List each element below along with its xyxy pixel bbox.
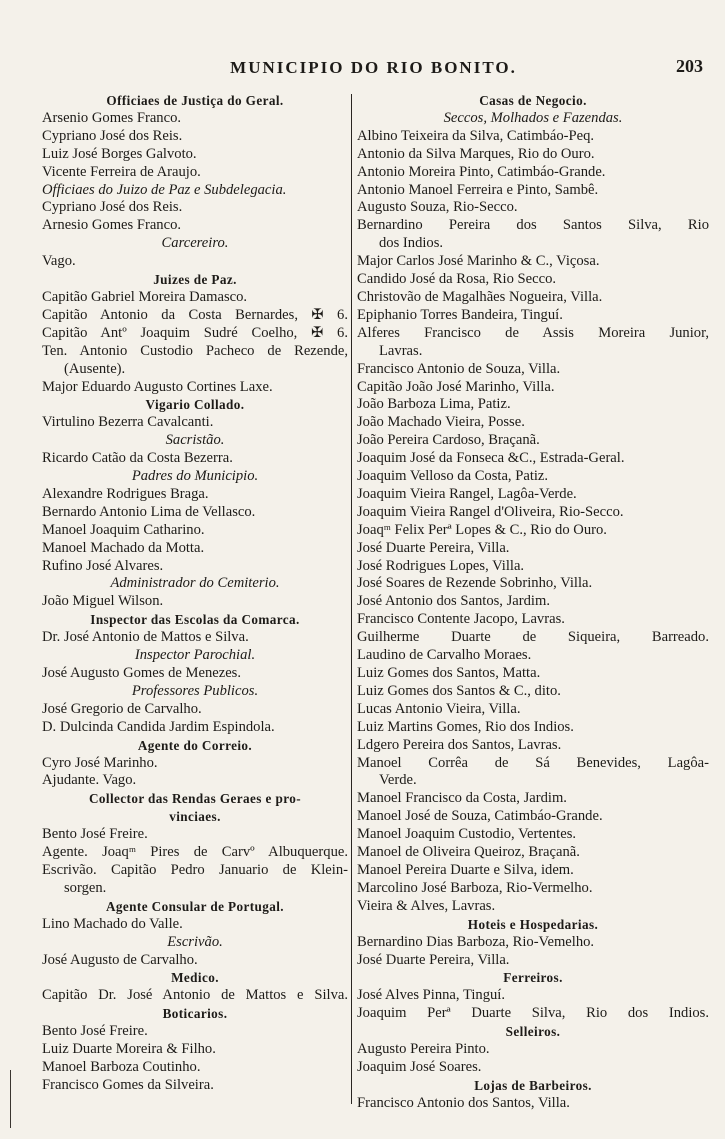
right-section-heading: Ferreiros.	[503, 970, 563, 986]
right-entry: Augusto Souza, Rio-Secco.	[357, 199, 518, 216]
left-section-heading: Officiaes de Justiça do Geral.	[106, 93, 284, 108]
left-subheading: Administrador do Cemiterio.	[110, 575, 280, 592]
left-entry: José Augusto Gomes de Menezes.	[42, 665, 242, 681]
left-entry: Luiz José Borges Galvoto.	[42, 145, 197, 162]
right-section-heading: Lojas de Barbeiros.	[474, 1077, 592, 1093]
left-entry: Dr. José Antonio de Mattos e Silva.	[42, 629, 249, 646]
right-subheading: Seccos, Molhados e Fazendas.	[443, 109, 623, 126]
right-entry: Joaqᵐ Felix Perª Lopes & C., Rio do Ouro.	[357, 521, 607, 538]
left-entry: José Gregorio de Carvalho.	[42, 700, 202, 717]
right-entry: Antonio da Silva Marques, Rio do Ouro.	[357, 145, 595, 162]
left-entry-continuation: (Ausente).	[64, 360, 126, 377]
left-entry: Cyro José Marinho.	[42, 754, 158, 771]
left-entry: Ten. Antonio Custodio Pacheco de Rezende,	[42, 342, 348, 359]
right-entry-continuation: Verde.	[379, 772, 417, 789]
left-section-heading: Vigario Collado.	[145, 397, 245, 413]
left-entry: Virtulino Bezerra Cavalcanti.	[42, 414, 214, 431]
right-entry: Manoel Corrêa de Sá Benevides, Lagôa-	[357, 754, 709, 771]
left-entry: Escrivão. Capitão Pedro Januario de Klein-	[42, 861, 348, 878]
right-entry: José Rodrigues Lopes, Villa.	[357, 557, 525, 574]
right-entry: José Antonio dos Santos, Jardim.	[357, 593, 550, 610]
left-entry: Ricardo Catão da Costa Bezerra.	[42, 450, 233, 467]
right-entry-continuation: dos Indios.	[379, 235, 444, 252]
right-entry: Lucas Antonio Vieira, Villa.	[357, 700, 521, 717]
left-entry: Manoel Machado da Motta.	[42, 539, 205, 556]
column-divider	[351, 94, 352, 1104]
left-entry: Arnesio Gomes Franco.	[42, 217, 182, 234]
left-subheading: Padres do Municipio.	[131, 468, 259, 485]
left-section-heading: Juizes de Paz.	[153, 272, 237, 288]
right-entry: Vieira & Alves, Lavras.	[357, 897, 496, 914]
left-entry: Bento José Freire.	[42, 826, 148, 843]
right-entry: Antonio Moreira Pinto, Catimbáo-Grande.	[357, 163, 606, 180]
left-italic-heading: Officiaes do Juizo de Paz e Subdelegacia.	[42, 181, 287, 198]
left-entry: Bernardo Antonio Lima de Vellasco.	[42, 503, 256, 520]
right-entry: Francisco Antonio dos Santos, Villa.	[357, 1094, 570, 1111]
left-entry: Arsenio Gomes Franco.	[42, 109, 182, 126]
left-entry: D. Dulcinda Candida Jardim Espindola.	[42, 718, 275, 735]
left-entry: Capitão Antº Joaquim Sudré Coelho, ✠ 6.	[42, 324, 348, 341]
right-entry: Joaquim José Soares.	[357, 1058, 482, 1075]
right-entry: José Duarte Pereira, Villa.	[357, 539, 510, 556]
left-section-heading: Agente Consular de Portugal.	[106, 898, 284, 914]
left-entry: Manoel Barboza Coutinho.	[42, 1058, 201, 1075]
right-entry: José Soares de Rezende Sobrinho, Villa.	[357, 575, 593, 592]
left-section-heading: vinciaes.	[169, 809, 221, 825]
left-entry: Ajudante. Vago.	[42, 772, 137, 789]
left-subheading: Sacristão.	[165, 432, 225, 449]
left-section-heading: Agente do Correio.	[137, 737, 253, 753]
right-entry: Joaquim Vieira Rangel, Lagôa-Verde.	[357, 485, 577, 502]
right-entry: Epiphanio Torres Bandeira, Tinguí.	[357, 306, 563, 323]
right-entry: Alferes Francisco de Assis Moreira Junior,	[357, 324, 709, 341]
right-entry: Luiz Martins Gomes, Rio dos Indios.	[357, 718, 574, 735]
left-entry: Capitão Dr. José Antonio de Mattos e Silva.	[42, 987, 348, 1004]
right-entry: Manoel José de Souza, Catimbáo-Grande.	[357, 808, 603, 825]
left-entry: José Augusto de Carvalho.	[42, 951, 198, 968]
left-entry: Capitão Gabriel Moreira Damasco.	[42, 288, 248, 305]
left-entry: Agente. Joaqᵐ Pires de Carvº Albuquerque.	[42, 844, 348, 861]
right-entry: Francisco Contente Jacopo, Lavras.	[357, 611, 565, 628]
left-entry-continuation: sorgen.	[64, 879, 107, 896]
right-entry: João Machado Vieira, Posse.	[357, 414, 525, 431]
right-entry: Guilherme Duarte de Siqueira, Barreado.	[357, 629, 709, 646]
right-entry: Francisco Antonio de Souza, Villa.	[357, 360, 561, 377]
left-section-heading: Inspector das Escolas da Comarca.	[90, 612, 300, 628]
right-entry: Joaquim Perª Duarte Silva, Rio dos Indios.	[357, 1005, 709, 1022]
right-entry: Bernardino Pereira dos Santos Silva, Rio	[357, 217, 709, 234]
right-entry: Albino Teixeira da Silva, Catimbáo-Peq.	[357, 127, 595, 144]
right-entry: Manoel Pereira Duarte e Silva, idem.	[357, 861, 574, 878]
right-entry: Luiz Gomes dos Santos & C., dito.	[357, 682, 561, 699]
right-entry: Joaquim Vieira Rangel d'Oliveira, Rio-Secco.	[357, 503, 624, 520]
left-entry: Cypriano José dos Reis.	[42, 127, 183, 144]
right-section-heading: Selleiros.	[505, 1024, 561, 1040]
right-entry: Marcolino José Barboza, Rio-Vermelho.	[357, 879, 593, 896]
page-title: MUNICIPIO DO RIO BONITO.	[230, 58, 517, 77]
right-entry: José Duarte Pereira, Villa.	[357, 951, 510, 968]
left-entry: Rufino José Alvares.	[42, 557, 164, 574]
page-header	[40, 58, 707, 88]
right-entry: Manoel Joaquim Custodio, Vertentes.	[357, 826, 577, 843]
margin-mark	[10, 1070, 11, 1128]
right-entry: Laudino de Carvalho Moraes.	[357, 647, 532, 664]
right-entry: José Alves Pinna, Tinguí.	[357, 987, 505, 1004]
left-section-heading: Collector das Rendas Geraes e pro-	[89, 791, 301, 807]
left-column	[42, 92, 348, 1095]
right-entry: João Barboza Lima, Patiz.	[357, 396, 511, 413]
left-subheading: Inspector Parochial.	[134, 647, 256, 664]
right-entry: Candido José da Rosa, Rio Secco.	[357, 271, 557, 288]
left-entry: Luiz Duarte Moreira & Filho.	[42, 1041, 216, 1058]
right-entry: Manoel Francisco da Costa, Jardim.	[357, 790, 567, 807]
right-entry: Augusto Pereira Pinto.	[357, 1041, 490, 1058]
left-section-heading: Medico.	[171, 970, 219, 986]
right-entry: Antonio Manoel Ferreira e Pinto, Sambê.	[357, 181, 599, 198]
page-number: 203	[676, 56, 703, 76]
right-entry: Major Carlos José Marinho & C., Viçosa.	[357, 253, 600, 270]
left-section-heading: Boticarios.	[162, 1006, 228, 1022]
left-entry: Vicente Ferreira de Araujo.	[42, 163, 201, 180]
right-column	[357, 92, 709, 1113]
right-entry: Joaquim Velloso da Costa, Patiz.	[357, 468, 549, 485]
left-subheading: Carcereiro.	[161, 235, 229, 252]
left-entry: Francisco Gomes da Silveira.	[42, 1076, 214, 1093]
left-entry: Manoel Joaquim Catharino.	[42, 521, 205, 538]
left-subheading: Escrivão.	[167, 933, 223, 950]
left-entry: Capitão Antonio da Costa Bernardes, ✠ 6.	[42, 306, 348, 323]
right-entry: Bernardino Dias Barboza, Rio-Vemelho.	[357, 933, 595, 950]
left-entry: Cypriano José dos Reis.	[42, 199, 183, 216]
right-entry: Ldgero Pereira dos Santos, Lavras.	[357, 736, 562, 753]
left-entry: Bento José Freire.	[42, 1023, 148, 1040]
right-section-heading: Hoteis e Hospedarias.	[467, 916, 599, 932]
left-entry: Alexandre Rodrigues Braga.	[42, 485, 209, 502]
left-entry: João Miguel Wilson.	[42, 593, 164, 610]
left-entry: Lino Machado do Valle.	[42, 915, 183, 932]
right-section-heading: Casas de Negocio.	[479, 93, 587, 108]
left-entry: Major Eduardo Augusto Cortines Laxe.	[42, 378, 273, 395]
right-entry: Luiz Gomes dos Santos, Matta.	[357, 665, 541, 681]
right-entry-continuation: Lavras.	[379, 342, 423, 359]
left-entry: Vago.	[42, 253, 76, 270]
right-entry: Christovão de Magalhães Nogueira, Villa.	[357, 288, 603, 305]
right-entry: Manoel de Oliveira Queiroz, Braçanã.	[357, 844, 580, 861]
right-entry: Joaquim José da Fonseca &C., Estrada-Geral.	[357, 450, 625, 467]
right-entry: Capitão João José Marinho, Villa.	[357, 378, 555, 395]
left-subheading: Professores Publicos.	[131, 682, 259, 699]
right-entry: João Pereira Cardoso, Braçanã.	[357, 432, 540, 449]
